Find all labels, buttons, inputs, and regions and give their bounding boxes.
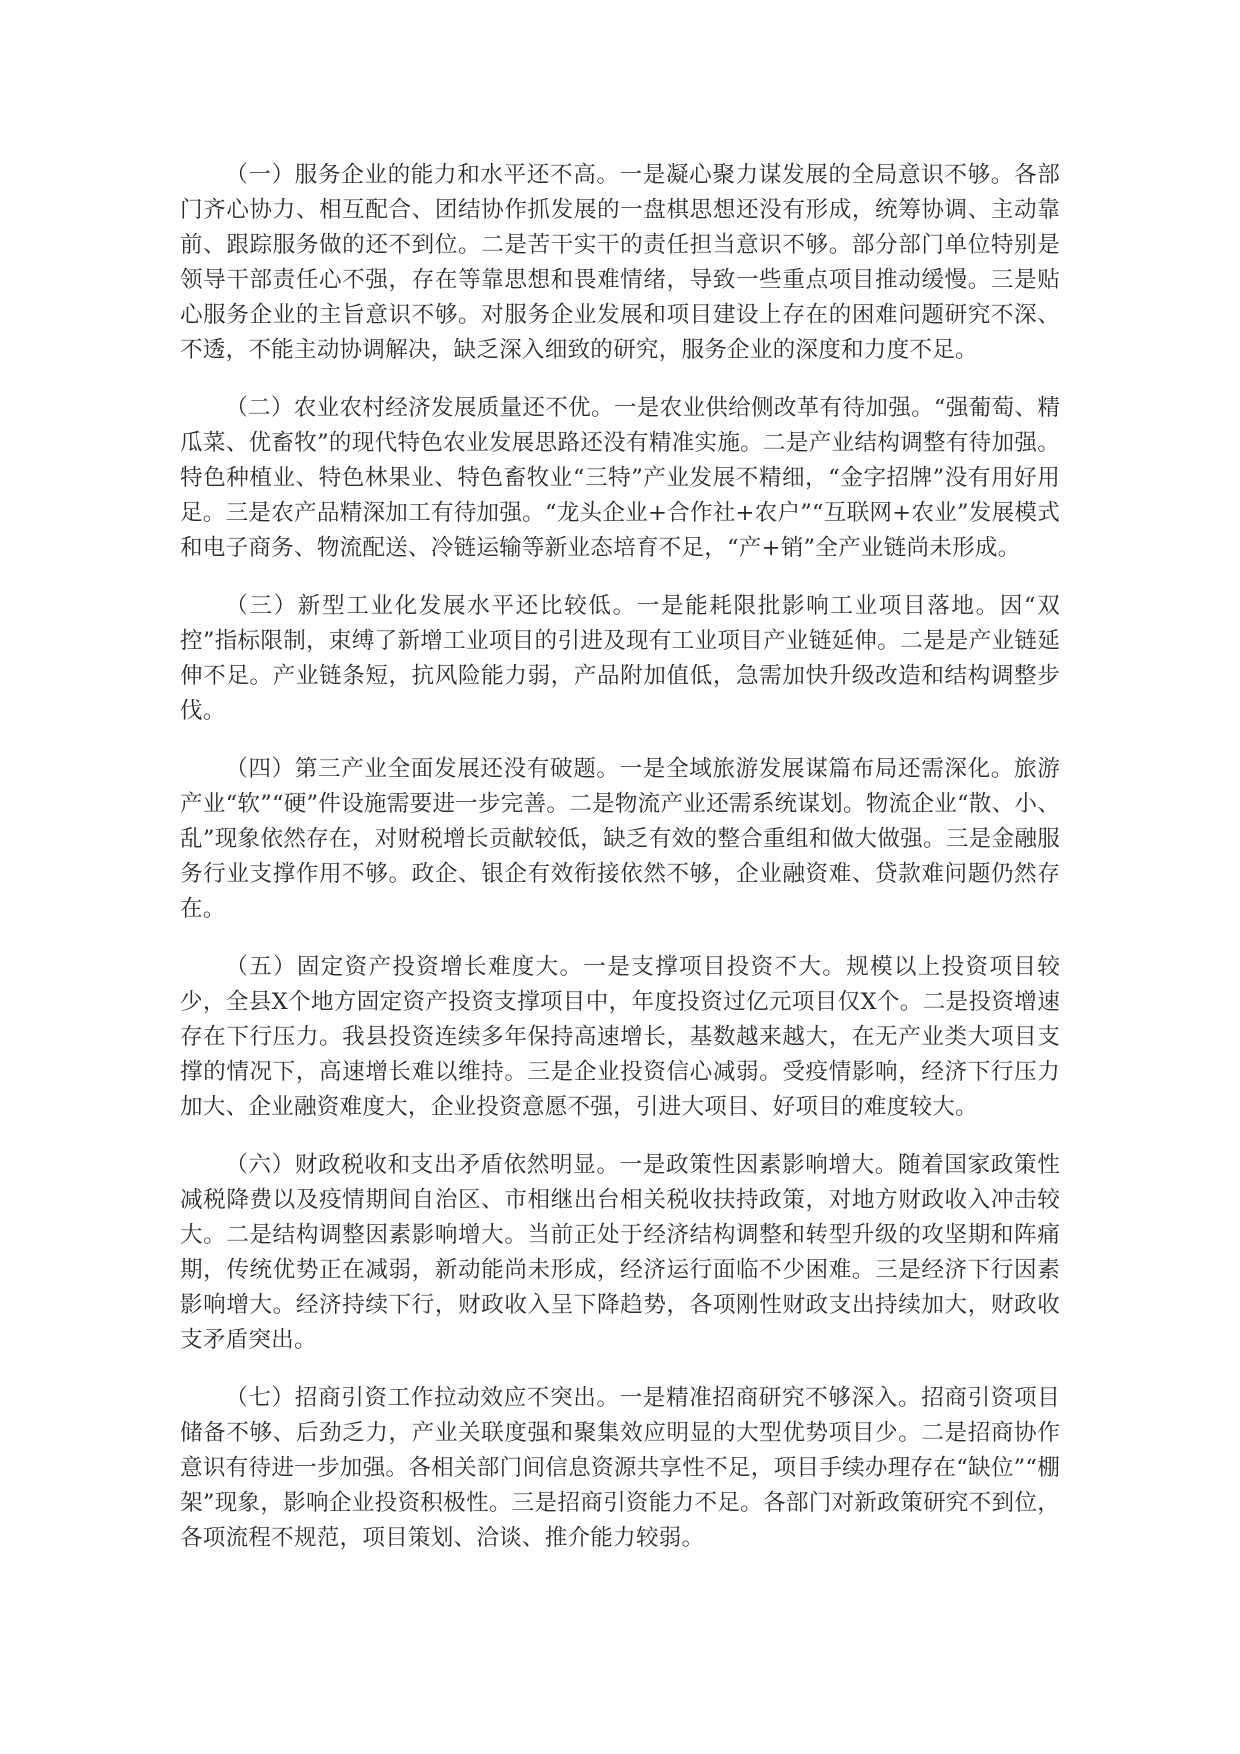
paragraph-2: （二）农业农村经济发展质量还不优。一是农业供给侧改革有待加强。“强葡萄、精瓜菜、优畜牧”的现代特色农业发展思路还没有精准实施。二是产业结构调整有待加强。特色种植业、特色林果业、特色畜牧业“三特”产业发展不精细，“金字招牌”没有用好用足。三是农产品精深加工有待加强。“龙头企业+合作社+农户”“互联网+农业”发展模式和电子商务、物流配送、冷链运输等新业态培育不足，“产+销”全产业链尚未形成。 [180,395,1060,561]
paragraph-1: （一）服务企业的能力和水平还不高。一是凝心聚力谋发展的全局意识不够。各部门齐心协力、相互配合、团结协作抓发展的一盘棋思想还没有形成，统筹协调、主动靠前、跟踪服务做的还不到位。二是苦干实干的责任担当意识不够。部分部门单位特别是领导干部责任心不强，存在等靠思想和畏难情绪，导致一些重点项目推动缓慢。三是贴心服务企业的主旨意识不够。对服务企业发展和项目建设上存在的困难问题研究不深、不透，不能主动协调解决，缺乏深入细致的研究，服务企业的深度和力度不足。 [180,162,1060,363]
paragraph-7: （七）招商引资工作拉动效应不突出。一是精准招商研究不够深入。招商引资项目储备不够、后劲乏力，产业关联度强和聚集效应明显的大型优势项目少。二是招商协作意识有待进一步加强。各相关部门间信息资源共享性不足，项目手续办理存在“缺位”“棚架”现象，影响企业投资积极性。三是招商引资能力不足。各部门对新政策研究不到位，各项流程不规范，项目策划、洽谈、推介能力较弱。 [180,1385,1060,1551]
paragraph-4: （四）第三产业全面发展还没有破题。一是全域旅游发展谋篇布局还需深化。旅游产业“软”“硬”件设施需要进一步完善。二是物流产业还需系统谋划。物流企业“散、小、乱”现象依然存在，对财税增长贡献较低，缺乏有效的整合重组和做大做强。三是金融服务行业支撑作用不够。政企、银企有效衔接依然不够，企业融资难、贷款难问题仍然存在。 [180,756,1060,922]
paragraph-6: （六）财政税收和支出矛盾依然明显。一是政策性因素影响增大。随着国家政策性减税降费以及疫情期间自治区、市相继出台相关税收扶持政策，对地方财政收入冲击较大。二是结构调整因素影响增大。当前正处于经济结构调整和转型升级的攻坚期和阵痛期，传统优势正在减弱，新动能尚未形成，经济运行面临不少困难。三是经济下行因素影响增大。经济持续下行，财政收入呈下降趋势，各项刚性财政支出持续加大，财政收支矛盾突出。 [180,1152,1060,1353]
paragraph-3: （三）新型工业化发展水平还比较低。一是能耗限批影响工业项目落地。因“双控”指标限制，束缚了新增工业项目的引进及现有工业项目产业链延伸。二是是产业链延伸不足。产业链条短，抗风险能力弱，产品附加值低，急需加快升级改造和结构调整步伐。 [180,593,1060,724]
document-page [180,158,1060,1579]
paragraph-5: （五）固定资产投资增长难度大。一是支撑项目投资不大。规模以上投资项目较少，全县X个地方固定资产投资支撑项目中，年度投资过亿元项目仅X个。二是投资增速存在下行压力。我县投资连续多年保持高速增长，基数越来越大，在无产业类大项目支撑的情况下，高速增长难以维持。三是企业投资信心减弱。受疫情影响，经济下行压力加大、企业融资难度大，企业投资意愿不强，引进大项目、好项目的难度较大。 [180,954,1060,1120]
